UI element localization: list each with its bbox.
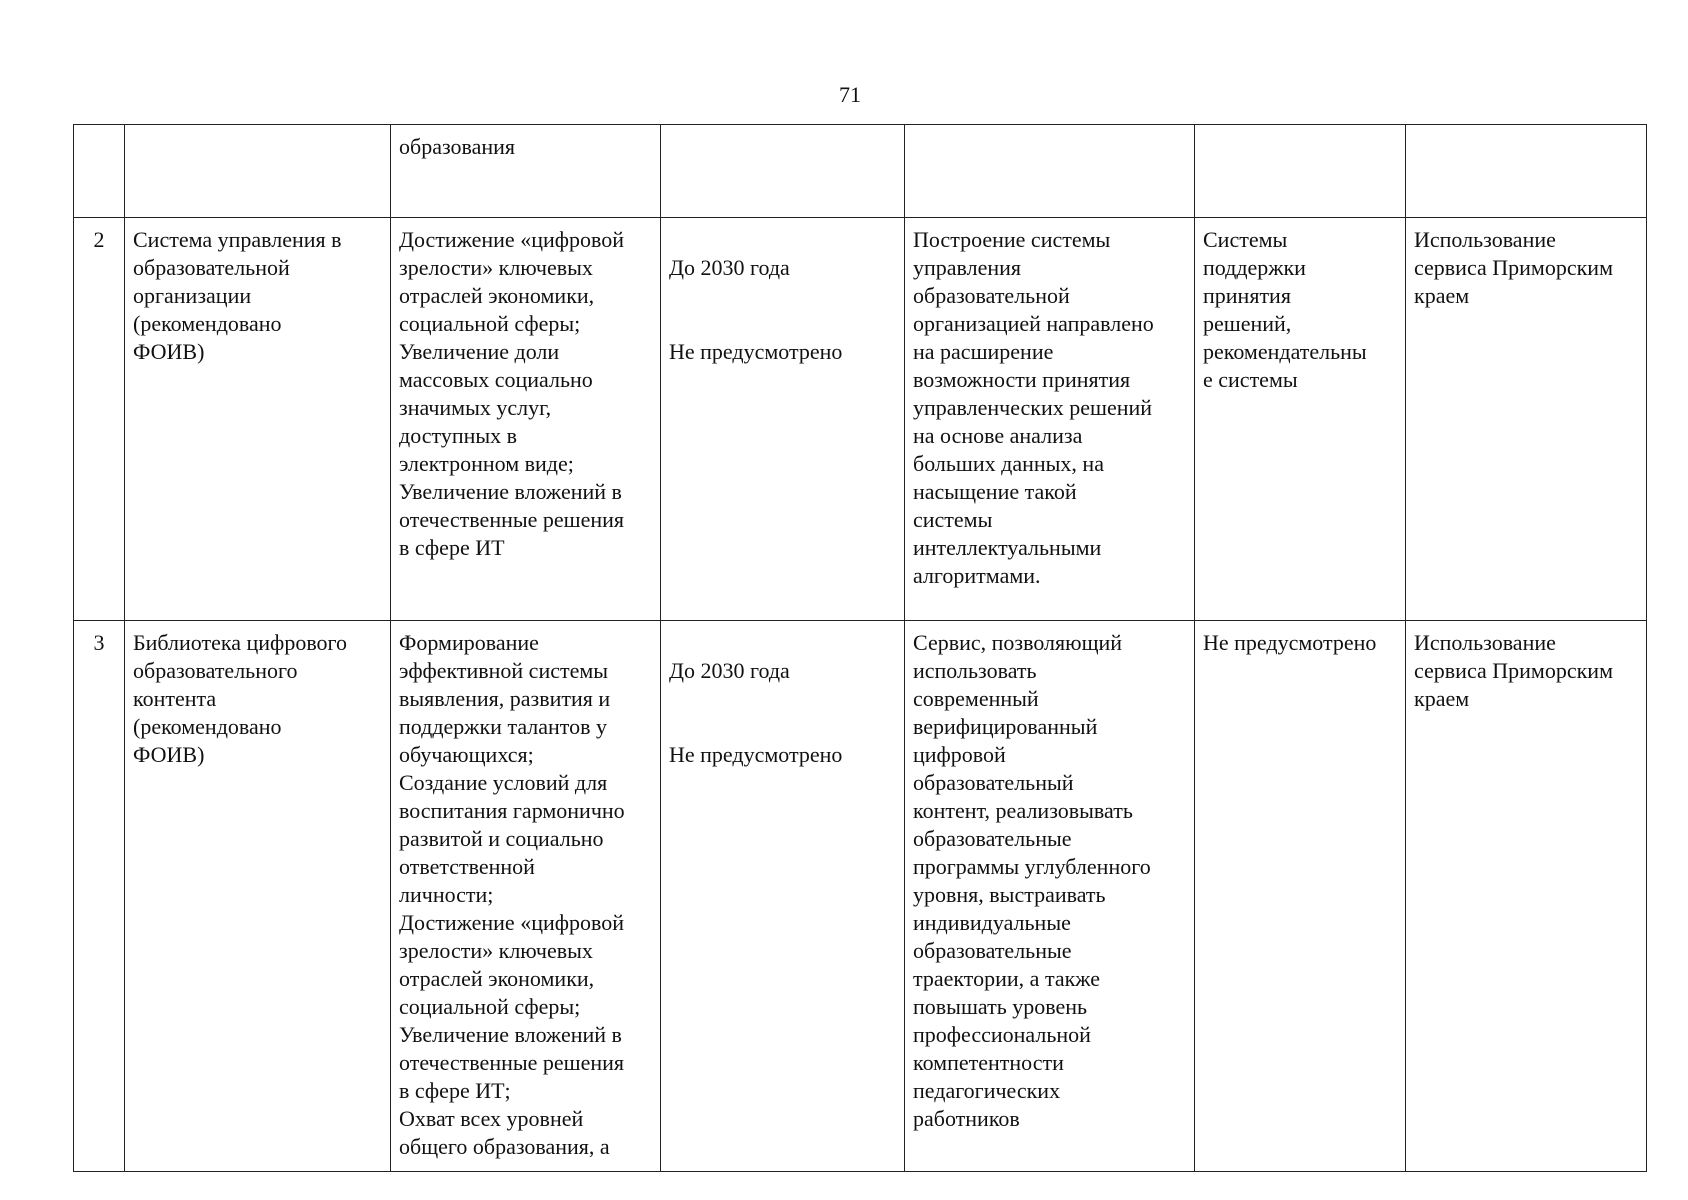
document-table (73, 124, 1647, 1172)
description-cell: Сервис, позволяющий использовать современный верифицированный цифровой образовательный контент, реализовывать образовательные программы углубленного уровня, выстраивать индивидуальные образовательные траектории, а также повышать уровень профессиональной компетентности педагогических работников (905, 621, 1195, 1172)
deadline-text: До 2030 года (669, 255, 790, 280)
technology-cell: Не предусмотрено (1195, 621, 1406, 1172)
goals-cell: Достижение «цифровой зрелости» ключевых отраслей экономики, социальной сферы; Увеличение доли массовых социально значимых услуг, доступных в электронном виде; Увеличение вложений в отечественные решения в сфере ИТ (391, 218, 661, 621)
name-cell: Система управления в образовательной организации (рекомендовано ФОИВ) (125, 218, 391, 621)
deadline-cell (661, 218, 905, 621)
deadline-cell (661, 621, 905, 1172)
deadline-note: Не предусмотрено (669, 339, 843, 364)
row-number-cell: 3 (74, 621, 125, 1172)
technology-cell: Системы поддержки принятия решений, рекомендательны е системы (1195, 218, 1406, 621)
page-number: 71 (839, 82, 861, 107)
goals-cell: Формирование эффективной системы выявления, развития и поддержки талантов у обучающихся; Создание условий для воспитания гармонично развитой и социально ответственной личности; Достижение «цифровой зрелости» ключевых отраслей экономики, социальной сферы; Увеличение вложений в отечественные решения в сфере ИТ; Охват всех уровней общего образования, а (391, 621, 661, 1172)
deadline-text: До 2030 года (669, 658, 790, 683)
name-cell: Библиотека цифрового образовательного контента (рекомендовано ФОИВ) (125, 621, 391, 1172)
usage-cell: Использование сервиса Приморским краем (1406, 621, 1647, 1172)
table-row (74, 218, 1647, 621)
usage-cell (1406, 125, 1647, 218)
deadline-cell (661, 125, 905, 218)
table-row (74, 125, 1647, 218)
usage-cell: Использование сервиса Приморским краем (1406, 218, 1647, 621)
table-row (74, 621, 1647, 1172)
technology-cell (1195, 125, 1406, 218)
row-number-cell: 2 (74, 218, 125, 621)
row-number-cell (74, 125, 125, 218)
description-cell (905, 125, 1195, 218)
deadline-note: Не предусмотрено (669, 742, 843, 767)
goals-cell: образования (391, 125, 661, 218)
name-cell (125, 125, 391, 218)
description-cell: Построение системы управления образовательной организацией направлено на расширение возможности принятия управленческих решений на основе анализа больших данных, на насыщение такой системы интеллектуальными алгоритмами. (905, 218, 1195, 621)
